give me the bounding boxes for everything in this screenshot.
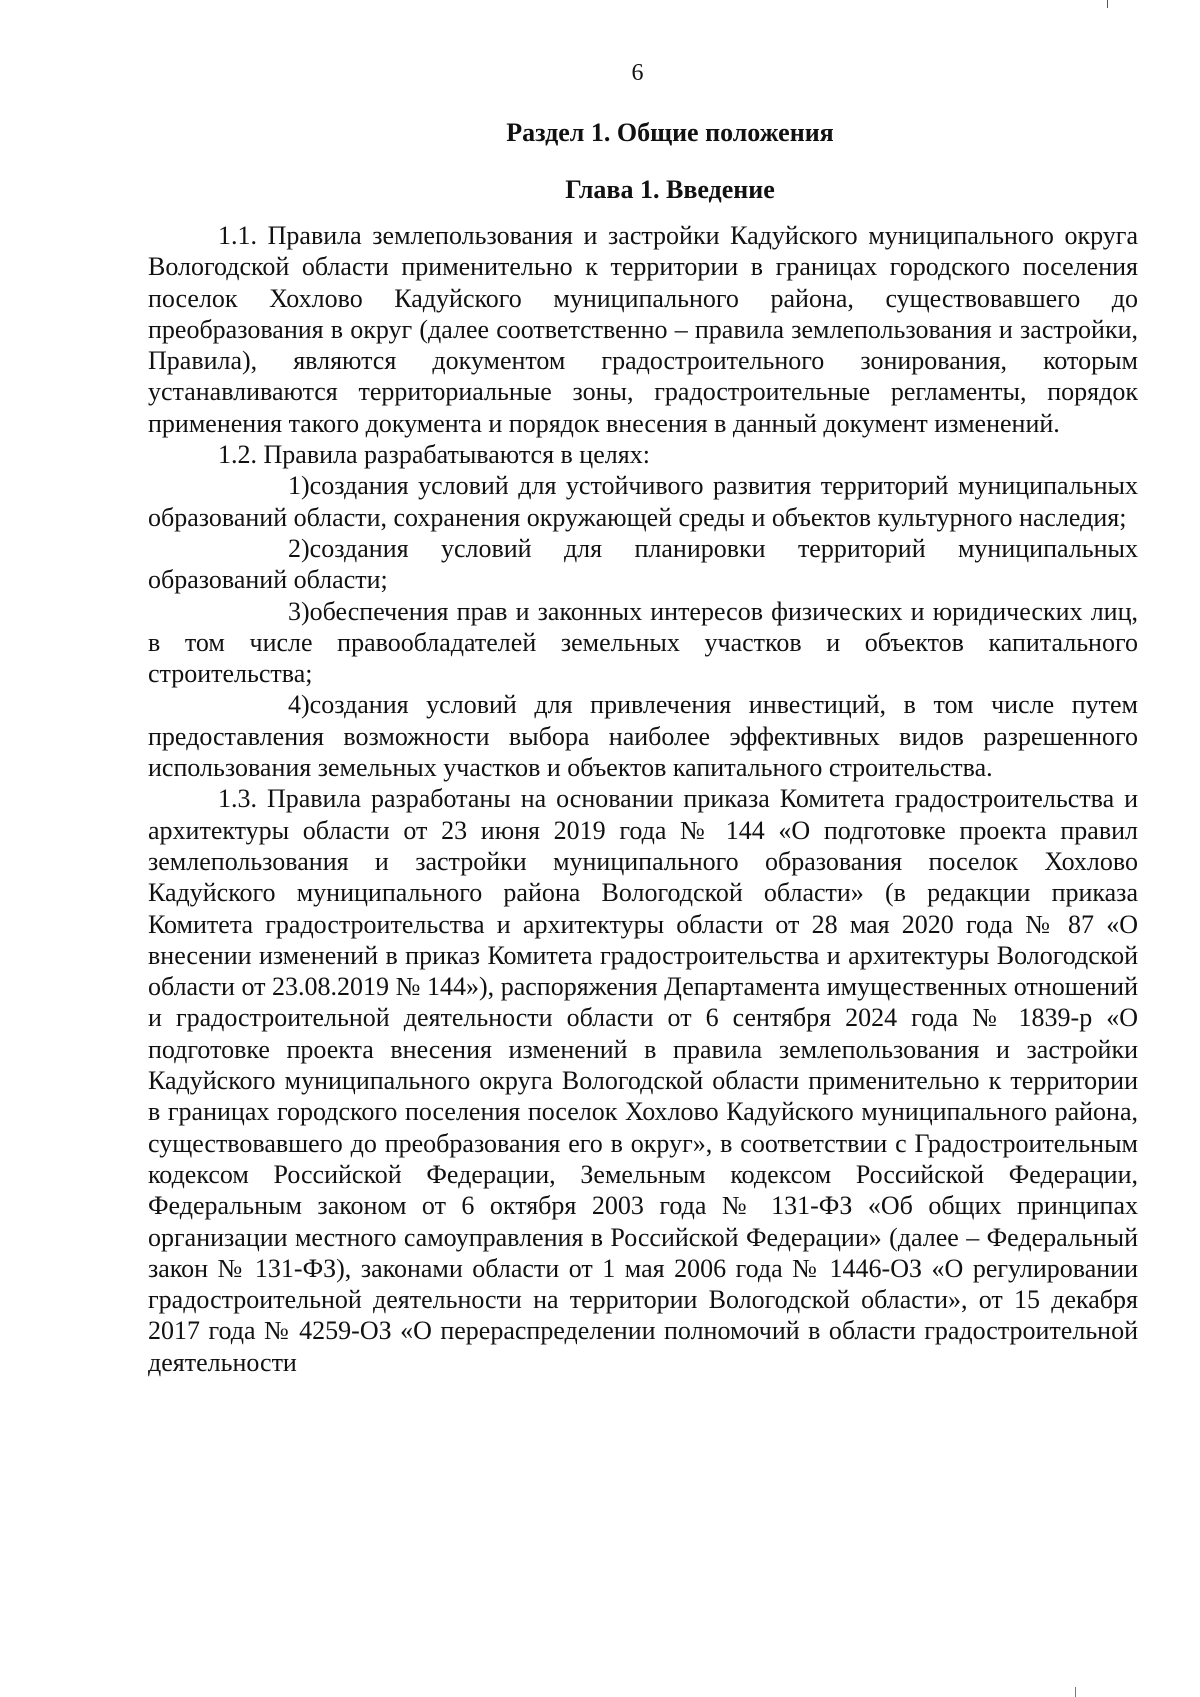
list-item-number: 4) bbox=[288, 690, 310, 720]
list-item bbox=[148, 689, 1138, 783]
list-item-number: 1) bbox=[288, 471, 310, 501]
body-text bbox=[148, 220, 1138, 1378]
paragraph-1-1: 1.1. Правила землепользования и застройки Кадуйского муниципального округа Вологодской области применительно к территории в границах городского поселения поселок Хохлово Кадуйского муниципального района, существовавшего до преобразования в округ (далее соответственно – правила землепользования и застройки, Правила), являются документом градостроительного зонирования, которым устанавливаются территориальные зоны, градостроительные регламенты, порядок применения такого документа и порядок внесения в данный документ изменений. bbox=[148, 221, 1138, 438]
chapter-title: Глава 1. Введение bbox=[565, 175, 775, 204]
scan-mark bbox=[1075, 1687, 1076, 1697]
list-item-number: 2) bbox=[288, 533, 310, 563]
list-item-number: 3) bbox=[288, 596, 310, 626]
list-item-text: создания условий для привлечения инвестиций, в том числе путем предоставления возможности выбора наиболее эффективных видов разрешенного использования земельных участков и объектов капитального строительства. bbox=[148, 690, 1138, 783]
list-item bbox=[148, 470, 1138, 533]
paragraph-1-2: 1.2. Правила разрабатываются в целях: bbox=[218, 440, 650, 470]
list-item-text: создания условий для устойчивого развития территорий муниципальных образований области, сохранения окружающей среды и объектов культурного наследия; bbox=[148, 471, 1138, 532]
list-item-text: создания условий для планировки территорий муниципальных образований области; bbox=[148, 533, 1138, 595]
list-item bbox=[148, 596, 1138, 690]
scan-mark bbox=[1107, 0, 1108, 8]
list-item-text: обеспечения прав и законных интересов физических и юридических лиц, в том числе правообладателей земельных участков и объектов капитального строительства; bbox=[148, 596, 1138, 689]
section-title: Раздел 1. Общие положения bbox=[506, 118, 834, 147]
paragraph-1-3: 1.3. Правила разработаны на основании приказа Комитета градостроительства и архитектуры области от 23 июня 2019 года № 144 «О подготовке проекта правил землепользования и застройки муниципального образования поселок Хохлово Кадуйского муниципального района Вологодской области» (в редакции приказа Комитета градостроительства и архитектуры области от 28 мая 2020 года № 87 «О внесении изменений в приказ Комитета градостроительства и архитектуры Вологодской области от 23.08.2019 № 144»), распоряжения Департамента имущественных отношений и градостроительной деятельности области от 6 сентября 2024 года № 1839-р «О подготовке проекта внесения изменений в правила землепользования и застройки Кадуйского муниципального округа Вологодской области применительно к территории в границах городского поселения поселок Хохлово Кадуйского муниципального района, существовавшего до преобразования его в округ», в соответствии с Градостроительным кодексом Российской Федерации, Земельным кодексом Российской Федерации, Федеральным законом от 6 октября 2003 года № 131-ФЗ «Об общих принципах организации местного самоуправления в Российской Федерации» (далее – Федеральный закон № 131-ФЗ), законами области от 1 мая 2006 года № 1446-ОЗ «О регулировании градостроительной деятельности на территории Вологодской области», от 15 декабря 2017 года № 4259-ОЗ «О перераспределении полномочий в области градостроительной деятельности bbox=[148, 784, 1138, 1377]
page-number: 6 bbox=[631, 60, 644, 86]
list-item bbox=[148, 533, 1138, 596]
